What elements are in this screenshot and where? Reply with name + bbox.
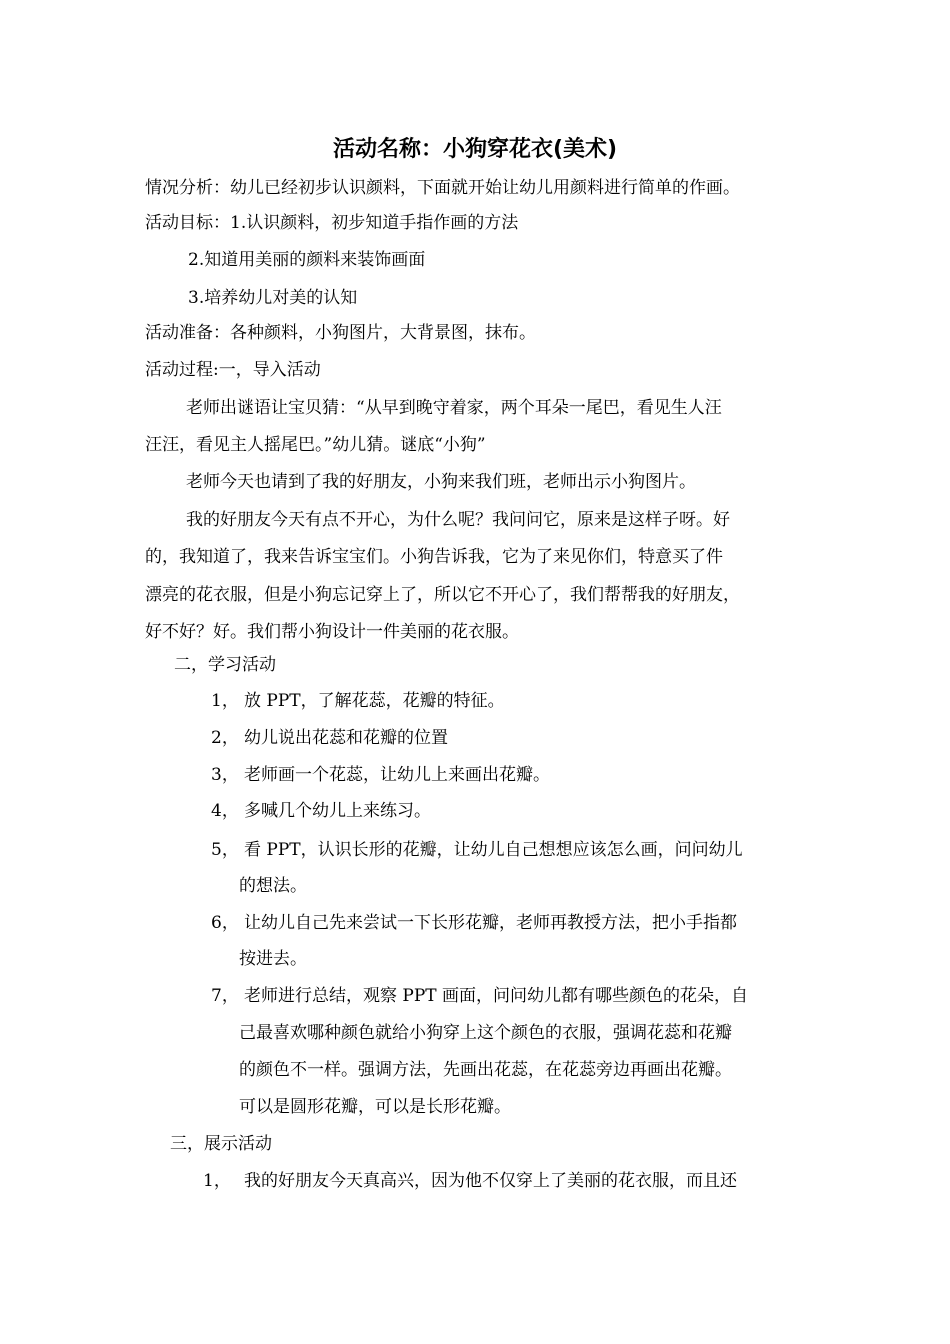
paragraph-2: 老师今天也请到了我的好朋友，小狗来我们班，老师出示小狗图片。 bbox=[186, 472, 696, 492]
section-3-heading: 三，展示活动 bbox=[170, 1134, 272, 1154]
section-2-heading: 二，学习活动 bbox=[174, 655, 276, 675]
paragraph-3-line-2: 的，我知道了，我来告诉宝宝们。小狗告诉我，它为了来见你们，特意买了件 bbox=[145, 547, 723, 567]
list-item: 4， 多喊几个幼儿上来练习。 bbox=[211, 801, 431, 821]
situation-analysis: 情况分析：幼儿已经初步认识颜料，下面就开始让幼儿用颜料进行简单的作画。 bbox=[145, 178, 740, 198]
list-item: 1， 放 PPT，了解花蕊，花瓣的特征。 bbox=[211, 691, 505, 711]
list-item-continuation: 可以是圆形花瓣，可以是长形花瓣。 bbox=[239, 1097, 511, 1117]
paragraph-3-line-1: 我的好朋友今天有点不开心，为什么呢？我问问它，原来是这样子呀。好 bbox=[186, 510, 730, 530]
goal-2: 2.知道用美丽的颜料来装饰画面 bbox=[188, 250, 426, 270]
riddle-line-2: 汪汪，看见主人摇尾巴。”幼儿猜。谜底“小狗” bbox=[145, 435, 486, 455]
list-item-continuation: 按进去。 bbox=[239, 949, 307, 969]
list-item: 2， 幼儿说出花蕊和花瓣的位置 bbox=[211, 728, 448, 748]
list-item: 1， 我的好朋友今天真高兴，因为他不仅穿上了美丽的花衣服，而且还 bbox=[203, 1171, 737, 1191]
goal-3: 3.培养幼儿对美的认知 bbox=[188, 288, 358, 308]
activity-prep: 活动准备：各种颜料，小狗图片，大背景图，抹布。 bbox=[145, 323, 536, 343]
goal-1: 活动目标：1.认识颜料，初步知道手指作画的方法 bbox=[145, 213, 519, 233]
list-item-continuation: 己最喜欢哪种颜色就给小狗穿上这个颜色的衣服，强调花蕊和花瓣 bbox=[239, 1023, 732, 1043]
list-item-continuation: 的颜色不一样。强调方法，先画出花蕊，在花蕊旁边再画出花瓣。 bbox=[239, 1060, 732, 1080]
list-item: 3， 老师画一个花蕊，让幼儿上来画出花瓣。 bbox=[211, 765, 550, 785]
list-item: 6， 让幼儿自己先来尝试一下长形花瓣，老师再教授方法，把小手指都 bbox=[211, 913, 737, 933]
list-item-continuation: 的想法。 bbox=[239, 876, 307, 896]
list-item: 7， 老师进行总结，观察 PPT 画面，问问幼儿都有哪些颜色的花朵，自 bbox=[211, 986, 749, 1006]
activity-process: 活动过程:一，导入活动 bbox=[145, 360, 321, 380]
riddle-line-1: 老师出谜语让宝贝猜：“从早到晚守着家，两个耳朵一尾巴，看见生人汪 bbox=[186, 398, 722, 418]
document-title: 活动名称：小狗穿花衣(美术) bbox=[332, 137, 618, 162]
paragraph-3-line-3: 漂亮的花衣服，但是小狗忘记穿上了，所以它不开心了，我们帮帮我的好朋友， bbox=[145, 585, 740, 605]
list-item: 5， 看 PPT，认识长形的花瓣，让幼儿自己想想应该怎么画，问问幼儿 bbox=[211, 840, 743, 860]
paragraph-3-line-4: 好不好？好。我们帮小狗设计一件美丽的花衣服。 bbox=[145, 622, 519, 642]
